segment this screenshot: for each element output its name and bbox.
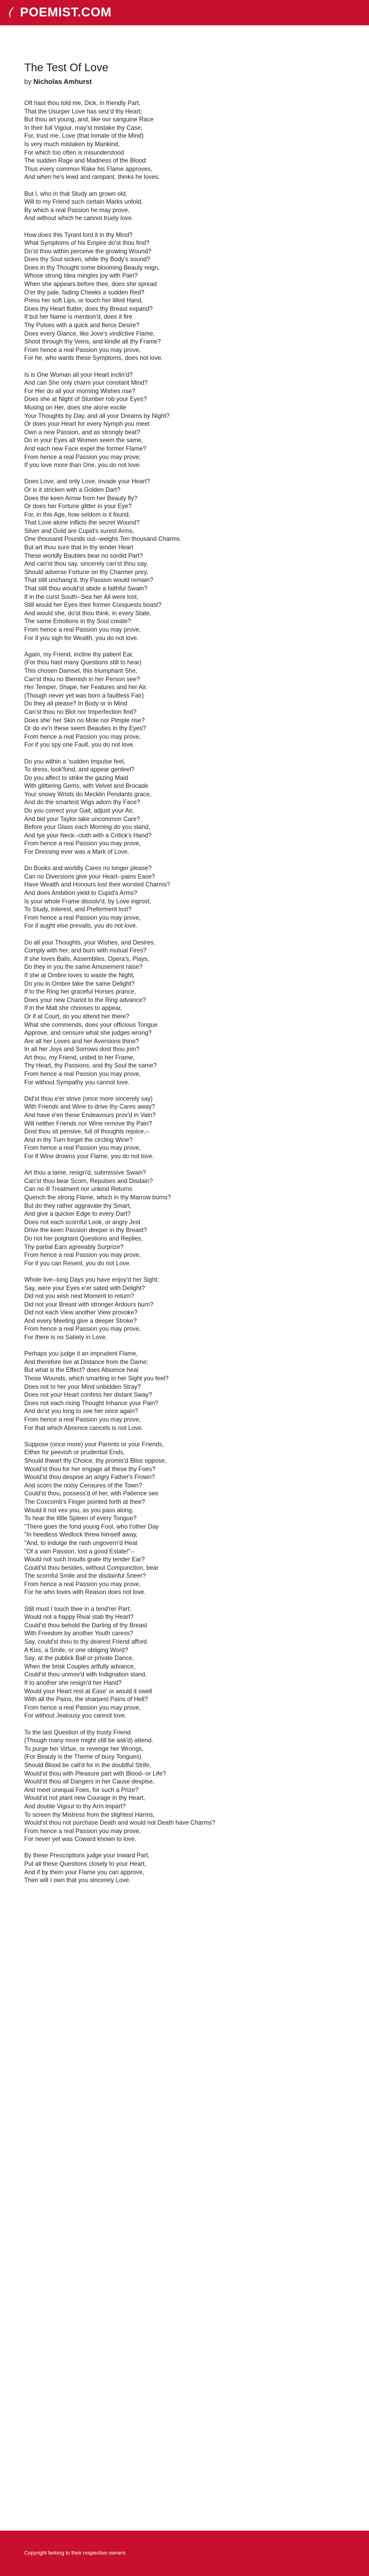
poem-line: And if by them your Flame you can approve,: [24, 1868, 144, 1876]
poem-line: From hence a real Passion you may prove,: [24, 1580, 141, 1588]
poem-line: Oft hast thou told me, Dick, in friendly Part,: [24, 100, 141, 107]
poem-line: And can She only charm your constant Mind?: [24, 379, 148, 387]
poem-line: What Symptoms of his Empire do'st thou find?: [24, 240, 150, 247]
poem-line: And scorn the noisy Censures of the Town?: [24, 1482, 142, 1489]
poem-line: And therefore live at Distance from the Dame;: [24, 1358, 149, 1366]
poem-line: Say, at the publick Ball or private Dance,: [24, 1655, 134, 1662]
poem-line: For which too often is misunderstood: [24, 149, 124, 156]
poem-line: When she appears before thee, does she spread: [24, 281, 157, 288]
poem-line: If in the Mall she chooses to appear,: [24, 1005, 122, 1012]
poem-line: Would'st not plant new Courage in thy Heart,: [24, 1795, 145, 1802]
poem-body: [24, 99, 346, 1885]
poem-line: Then will I own that you sincerely Love.: [24, 1877, 131, 1884]
poem-author[interactable]: Nicholas Amhurst: [33, 78, 92, 85]
poem-line: How does this Tyrant lord it in thy Mind?: [24, 231, 133, 238]
poem-stanza: [24, 1440, 346, 1597]
poem-line: Did'st thou e'er strive (once more sincerely say): [24, 1095, 153, 1102]
poem-line: Could'st thou unmov'd with Indignation stand,: [24, 1671, 147, 1678]
poem-line: Will neither Friends nor Wine remove thy Pain?: [24, 1120, 152, 1127]
poem-line: One thousand Pounds out--weighs Ten thousand Charms.: [24, 536, 182, 543]
poem-line: To purge her Virtue, or revenge her Wrongs,: [24, 1745, 144, 1752]
poem-line: The same Emotions in thy Soul create?: [24, 618, 131, 625]
poem-line: Does Love, and only Love, invade your Heart?: [24, 478, 150, 485]
poem-line: Could'st thou behold the Darling of thy Breast: [24, 1621, 147, 1629]
site-logo-link[interactable]: [7, 6, 112, 19]
poem-line: Put all these Questions closely to your Heart,: [24, 1861, 147, 1868]
poem-line: And in thy Turn forget the circling Wine?: [24, 1136, 133, 1143]
poem-line: From hence a real Passion you may prove,: [24, 1827, 141, 1835]
poem-line: And each new Face expel the former Flame?: [24, 445, 147, 452]
poem-line: Does your new Chariot to the Ring advance?: [24, 996, 146, 1004]
poem-line: Musing on Her, does she alone excite: [24, 404, 127, 411]
poem-line: For Dressing ever was a Mark of Love.: [24, 848, 130, 856]
poem-line: Thy Pulses with a quick and fierce Desire?: [24, 322, 140, 329]
poem-line: Again, my Friend, incline thy patient Ear,: [24, 651, 134, 658]
poem-line: "There goes the fond young Fool, who t'other Day: [24, 1523, 159, 1530]
poem-line: For he, who wants these Symptoms, does not love.: [24, 355, 163, 362]
poem-byline: [24, 77, 346, 87]
poem-line: Can no Diversions give your Heart--pains Ease?: [24, 873, 156, 880]
poem-line: Did not your Breast with stronger Ardours burn?: [24, 1301, 153, 1308]
poem-line: Or if at Court, do you attend her there?: [24, 1013, 130, 1020]
poem-line: For if you can Resent, you do not Love.: [24, 1260, 131, 1267]
poem-stanza: [24, 1276, 346, 1342]
poem-line: If but her Name is mention'd, does it fire: [24, 313, 132, 321]
poem-line: Could'st thou, possess'd of her, with Patience see: [24, 1490, 159, 1497]
poem-line: For there is no Satiety in Love.: [24, 1334, 108, 1341]
poem-line: From hence a real Passion you may prove,: [24, 1325, 141, 1333]
poem-line: Suppose (once more) your Parents or your Friends,: [24, 1440, 164, 1448]
poem-line: Would not such Insults grate thy tender Ear?: [24, 1556, 145, 1563]
poem-line: And meet unequal Foes, for such a Prize?: [24, 1786, 139, 1793]
poem-line: Press her soft Lips, or touch her lilled Hand,: [24, 297, 143, 304]
poem-line: Would'st thou with Pleasure part with Blood--or Life?: [24, 1770, 166, 1777]
poem-line: From hence a real Passion you may prove,: [24, 1144, 141, 1152]
poem-stanza: [24, 1605, 346, 1720]
poem-line: The sudden Rage and Madness of the Blood:: [24, 157, 148, 165]
poem-line: Say, could'st thou to thy dearest Friend afford: [24, 1638, 147, 1646]
poem-line: If you love more than One, you do not love.: [24, 462, 141, 469]
poem-line: By which a real Passion he may prove,: [24, 206, 130, 214]
poem-line: But do they rather aggravate thy Smart,: [24, 1202, 131, 1209]
poem-title: The Test Of Love: [24, 62, 109, 74]
poem-line: Are all her Loves and her Aversions thine?: [24, 1037, 139, 1045]
poem-line: Does she' her Skin no Mole nor Pimple rise?: [24, 717, 145, 724]
poem-line: (For Beauty is the Theme of busy Tongues): [24, 1753, 141, 1761]
poem-line: From hence a real Passion you may prove,: [24, 1071, 141, 1078]
poem-line: Whole live--long Days you have enjoy'd her Sight;: [24, 1276, 159, 1283]
poem-stanza: [24, 1095, 346, 1161]
poem-line: And would she, do'st thou think, in every State,: [24, 609, 151, 617]
poem-line: For he who loves with Reason does not love.: [24, 1589, 146, 1596]
poem-content: [24, 61, 346, 1893]
poem-line: Does every Glance, like Jove's vindictive Flame,: [24, 330, 155, 337]
poem-line: Dost thou sit pensive, full of thoughts rejoice,--: [24, 1128, 150, 1136]
poem-line: Or is it stricken with a Golden Dart?: [24, 486, 121, 493]
poem-line: Would'st thou for her engage all these thy Foes?: [24, 1465, 156, 1473]
poem-line: For without Jealousy you cannot love.: [24, 1712, 127, 1720]
poem-line: To Study, Interest, and Preferment lost?: [24, 906, 132, 913]
poem-line: Thy partial Ears agreeably Surprize?: [24, 1243, 124, 1251]
poem-line: If in the curst South--Sea her All were lost,: [24, 593, 139, 600]
poem-line: For never yet was Coward known to love.: [24, 1836, 137, 1843]
poem-line: From hence a real Passion you may prove,: [24, 1704, 141, 1711]
poem-line: From hence a real Passion you may prove,: [24, 1416, 141, 1423]
poem-line: For if you spy one Fault, you do not love.: [24, 741, 135, 749]
poem-line: With glittering Gems, with Velvet and Brocade: [24, 783, 149, 790]
poem-line: From hence a real Passion you may prove,: [24, 840, 141, 847]
poem-line: For that which Absence cancels is not Love.: [24, 1424, 143, 1432]
poem-line: O'er thy pale, fading Cheeks a sudden Red?: [24, 289, 144, 296]
poem-line: Can'st thou no Blot nor Imperfection find?: [24, 708, 137, 715]
poem-stanza: [24, 1729, 346, 1844]
poem-line: With Freedom by another Youth caress?: [24, 1630, 133, 1637]
poem-line: Do they in you the same Amusement raise?: [24, 963, 143, 971]
poem-line: For if Wine drowns your Flame, you do not love.: [24, 1153, 154, 1160]
poem-stanza: [24, 478, 346, 642]
poem-line: Perhaps you judge it an imprudent Flame,: [24, 1350, 138, 1358]
poem-line: That Love alone inflicts the secret Wound?: [24, 519, 140, 527]
poem-line: Comply with her, and burn with mutual Fires?: [24, 947, 147, 955]
poem-line: If she at Ombre loves to waste the Night,: [24, 971, 135, 979]
poem-line: For if aught else prevails, you do not love.: [24, 922, 138, 930]
poem-line: Shoot through thy Veins, and kindle all thy Frame?: [24, 338, 161, 346]
poem-stanza: [24, 190, 346, 223]
poem-line: Can'st thou no Blemish in her Person see?: [24, 675, 140, 683]
poem-stanza: [24, 758, 346, 856]
poem-stanza: [24, 371, 346, 470]
poem-stanza: [24, 939, 346, 1087]
poem-line: For without Sympathy you cannot love.: [24, 1079, 130, 1086]
poem-line: Those Wounds, which smarting in her Sight you feel?: [24, 1375, 169, 1382]
poem-line: Before your Glass each Morning do you stand,: [24, 824, 151, 831]
poem-line: Would'st thou not purchase Death and would not Death have Charms?: [24, 1819, 216, 1827]
poem-line: (Though many more might still be ask'd) attend.: [24, 1737, 153, 1744]
poem-line: These worldly Baubles bear no sordid Part?: [24, 552, 143, 559]
poem-line: That still thou would'st abide a faithful Swain?: [24, 585, 148, 593]
poem-line: Whose strong Idea mingles joy with Pain?: [24, 272, 138, 280]
poem-line: And have e'en these Endeavours prov'd in Vain?: [24, 1112, 156, 1119]
poem-line: Can'st thou bear Scorn, Repulses and Disdain?: [24, 1177, 153, 1185]
poem-line: Did not you wish next Moment to return?: [24, 1293, 134, 1300]
poem-stanza: [24, 99, 346, 182]
poem-line: Still must I touch thee in a tend'rer Part:: [24, 1605, 131, 1613]
poem-line: Silver and Gold are Cupid's surest Arms,: [24, 527, 134, 535]
poem-line: "And, to indulge the rash ungovern'd Heat: [24, 1539, 138, 1547]
poem-line: And bid your Taylor take uncommon Care?: [24, 815, 140, 823]
poem-line: And do the smartest Wigs adorn thy Face?: [24, 799, 140, 806]
poem-line: If to the Ring her graceful Horses prance,: [24, 988, 137, 996]
footer-copyright: Copyright belong to their respective owners: [24, 2550, 126, 2556]
poem-line: Do not her poignant Questions and Replies,: [24, 1235, 143, 1242]
poem-line: From hence a real Passion you may prove,: [24, 346, 141, 354]
poem-line: Would'st thou despise an angry Father's Frown?: [24, 1474, 155, 1481]
poem-line: Quench the strong Flame, which in thy Marrow burns?: [24, 1194, 171, 1201]
poem-line: Own a new Passion, and as strongly beat?: [24, 428, 140, 436]
poem-line: Still would her Eyes their former Conquests boast?: [24, 602, 162, 609]
poem-line: (Though never yet was born a faultless Fair): [24, 692, 144, 699]
poem-line: Will to my Friend such certain Marks unfold,: [24, 198, 143, 206]
poem-stanza: [24, 1350, 346, 1432]
site-header: [0, 0, 369, 25]
poem-line: A Kiss, a Smile, or one obliging Word?: [24, 1646, 128, 1654]
poem-line: Do you correct your Gait, adjust your Air,: [24, 807, 134, 815]
poem-line: (For thou hast many Questions still to hear): [24, 659, 142, 666]
poem-line: Your snowy Wrists do Mecklin Pendants grace,: [24, 790, 152, 798]
poem-line: That still unchang'd, thy Passion would remain?: [24, 577, 153, 584]
poem-line: Do you affect to strike the gazing Maid: [24, 774, 128, 781]
poem-line: Do you within a 'sudden Impulse feel,: [24, 758, 125, 765]
poem-line: Would it not vex you, as you pass along,: [24, 1506, 134, 1514]
poem-line: To the last Question of thy trusty Friend: [24, 1729, 131, 1736]
poem-line: Should Blood be call'd for in the doubtful Strife,: [24, 1761, 151, 1769]
poem-line: Do they all please? In Body or in Mind: [24, 700, 128, 708]
poem-line: By these Prescriptions judge your inward Part,: [24, 1852, 150, 1859]
poem-line: Your Thoughts by Day, and all your Dreams by Night?: [24, 412, 170, 419]
poem-line: Say, were your Eyes e'er sated with Delight?: [24, 1284, 145, 1292]
poem-line: For, trust me, Love (that Inmate of the Mind): [24, 132, 144, 140]
poem-line: Should adverse Fortune on thy Charmer prey,: [24, 568, 148, 576]
poem-line: Is very much mistaken by Mankind,: [24, 140, 120, 148]
poem-line: Do Books and worldly Cares no longer please?: [24, 865, 152, 872]
poem-line: Could'st thou besides, without Compunction, bear: [24, 1564, 159, 1571]
poem-line: From hence a real Passion you may prove,: [24, 914, 141, 921]
poem-line: But art thou sure that in thy tender Heart: [24, 544, 133, 551]
poem-line: With all the Pains, the sharpest Pains of Hell?: [24, 1696, 148, 1703]
poem-line: In their full Vigour, may'st mistake thy Case;: [24, 124, 143, 131]
poem-line: And every Meeting give a deeper Stroke?: [24, 1317, 137, 1324]
poem-line: Does the keen Arrow from her Beauty fly?: [24, 494, 138, 502]
poem-line: Have Wealth and Honours lost their worsted Charms?: [24, 881, 170, 889]
poem-line: And when he's lewd and rampant, thinks he loves.: [24, 174, 160, 181]
poem-line: For, in this Age, how seldom is it found,: [24, 511, 131, 518]
poem-line: The Coxcomb's Finger pointed forth at thee?: [24, 1498, 145, 1505]
poem-line: From hence a real Passion you may prove,: [24, 733, 141, 740]
poem-line: Do you in Ombre take the same Delight?: [24, 980, 135, 987]
poem-line: From hence a real Passion you may prove;: [24, 453, 141, 461]
poem-line: And can'st thou say, sincerely can'st thou say,: [24, 560, 148, 568]
poem-line: Or does her Fortune glitter in your Eye?: [24, 503, 132, 510]
poem-line: When the brisk Couples artfully advance,: [24, 1663, 135, 1670]
poem-line: With Friends and Wine to drive thy Cares away?: [24, 1103, 156, 1111]
poem-line: Does not to her your Mind unbidden Stray?: [24, 1383, 141, 1390]
poem-line: Did not each View another View provoke?: [24, 1309, 138, 1316]
poem-line: Does in thy Thought some blooming Beauty reign,: [24, 264, 160, 271]
poem-line: And do'st you long to see her once again?: [24, 1408, 139, 1415]
poem-line: Thy Heart, thy Passions, and thy Soul the same?: [24, 1062, 157, 1070]
poem-line: If she loves Balls, Assemblies, Opera's, Plays,: [24, 955, 149, 962]
poem-line: "Of a vain Passion, lost a good Estate!"--: [24, 1548, 135, 1555]
poem-line: Does she at Night of Slumber rob your Eyes?: [24, 396, 147, 403]
poem-line: Or do ev'n these seem Beauties in thy Eyes?: [24, 725, 146, 732]
poem-line: Drive the keen Passion deeper in thy Breast?: [24, 1227, 147, 1234]
poem-line: To dress, look'fond, and appear genteel?: [24, 766, 135, 774]
poem-line: And double Vigour to thy Arm impart?: [24, 1802, 126, 1810]
site-footer: [0, 2531, 369, 2576]
poem-line: Does thy Heart flutter, does thy Breast expand?: [24, 305, 153, 312]
poem-stanza: [24, 1169, 346, 1267]
poem-stanza: [24, 231, 346, 363]
poem-line: "In heedless Wedlock threw himself away,: [24, 1531, 138, 1539]
poem-stanza: [24, 864, 346, 930]
poem-line: To screen thy Mistress from the slightest Harms,: [24, 1811, 155, 1818]
poem-line: That the Usurper Love has seiz'd thy Heart;: [24, 108, 142, 115]
poem-line: But I, who in that Study am grown old,: [24, 190, 128, 197]
poem-line: Can no ill Treatment nor unkind Returns: [24, 1186, 132, 1193]
poem-line: Is your whole Frame dissolv'd, by Love ingrost,: [24, 898, 151, 905]
poem-line: Or does your Heart for every Nymph you meet: [24, 421, 150, 428]
poem-line: From hence a real Passion you may prove,: [24, 626, 141, 633]
poem-line: The scornful Smile and the disdainful Sneer?: [24, 1572, 146, 1580]
poem-line: Does not each scornful Look, or angry Jest: [24, 1218, 141, 1226]
poem-line: Should thwart thy Choice, thy promis'd Bliss oppose,: [24, 1457, 167, 1464]
poem-line: But thou art young, and, like our sanguine Race: [24, 116, 153, 123]
poem-line: Does thy Soul sicken, while thy Body's sound?: [24, 256, 150, 263]
poem-line: And does Ambition yield to Cupid's Arms?: [24, 890, 138, 896]
poem-line: If to another she resign'd her Hand?: [24, 1680, 122, 1686]
poem-line: Thus every common Rake his Flame approves,: [24, 165, 152, 173]
poem-line: Do all your Thoughts, your Wishes, and Desires,: [24, 939, 156, 946]
poem-line: But what is the Effect? does Absence heal: [24, 1367, 139, 1374]
poem-line: Does not your Heart confess her distant Sway?: [24, 1391, 152, 1399]
poem-line: Is is One Woman all your Heart inclin'd?: [24, 371, 133, 378]
poem-line: To hear the little Spleen of every Tongue?: [24, 1515, 137, 1522]
site-logo-text: POEMIST.COM: [20, 5, 112, 20]
poem-line: From hence a real Passion you may prove,: [24, 1252, 141, 1259]
poem-line: For Her do all your morning Wishes rise?: [24, 387, 135, 395]
poem-line: Would your Heart rest at Ease' or would it swell: [24, 1687, 152, 1695]
poem-line: And give a quicker Edge to every Dart?: [24, 1210, 131, 1218]
poem-line: This chosen Damsel, this triumphant She,: [24, 667, 138, 674]
byline-prefix: by: [24, 78, 32, 85]
poem-line: Do'st thou within perceive the growing Wound?: [24, 247, 152, 255]
poem-line: Do in your Eyes all Women seem the same,: [24, 437, 143, 444]
poem-line: Her Temper, Shape, her Features and her Air,: [24, 684, 148, 691]
poem-line: And tye your Neck--cloth with a Critick's Hand?: [24, 832, 152, 839]
poem-line: In all her Joys and Sorrows dost thou join?: [24, 1046, 140, 1053]
poem-stanza: [24, 651, 346, 749]
poem-line: Approve, and censure what she judges wrong?: [24, 1029, 152, 1037]
poem-stanza: [24, 1852, 346, 1884]
poem-line: For if you sigh for Wealth, you do not love.: [24, 634, 139, 642]
poem-line: Art thou, my Friend, united to her Frame,: [24, 1054, 135, 1061]
quill-pen-icon: [7, 6, 16, 19]
poem-line: And without which he cannot truely love.: [24, 215, 133, 222]
poem-line: Either for peevish or prudential Ends,: [24, 1449, 125, 1456]
poem-line: Does not each rising Thought Inhance your Pain?: [24, 1399, 159, 1407]
poem-line: Art thou a tame, resign'd, submissive Swain?: [24, 1169, 146, 1177]
poem-line: What she commends, does your officious Tongue: [24, 1021, 158, 1028]
poem-line: Would not a happy Rival stab thy Heart?: [24, 1614, 134, 1621]
poem-line: Would'st thou all Dangers in her Cause despise,: [24, 1778, 154, 1786]
